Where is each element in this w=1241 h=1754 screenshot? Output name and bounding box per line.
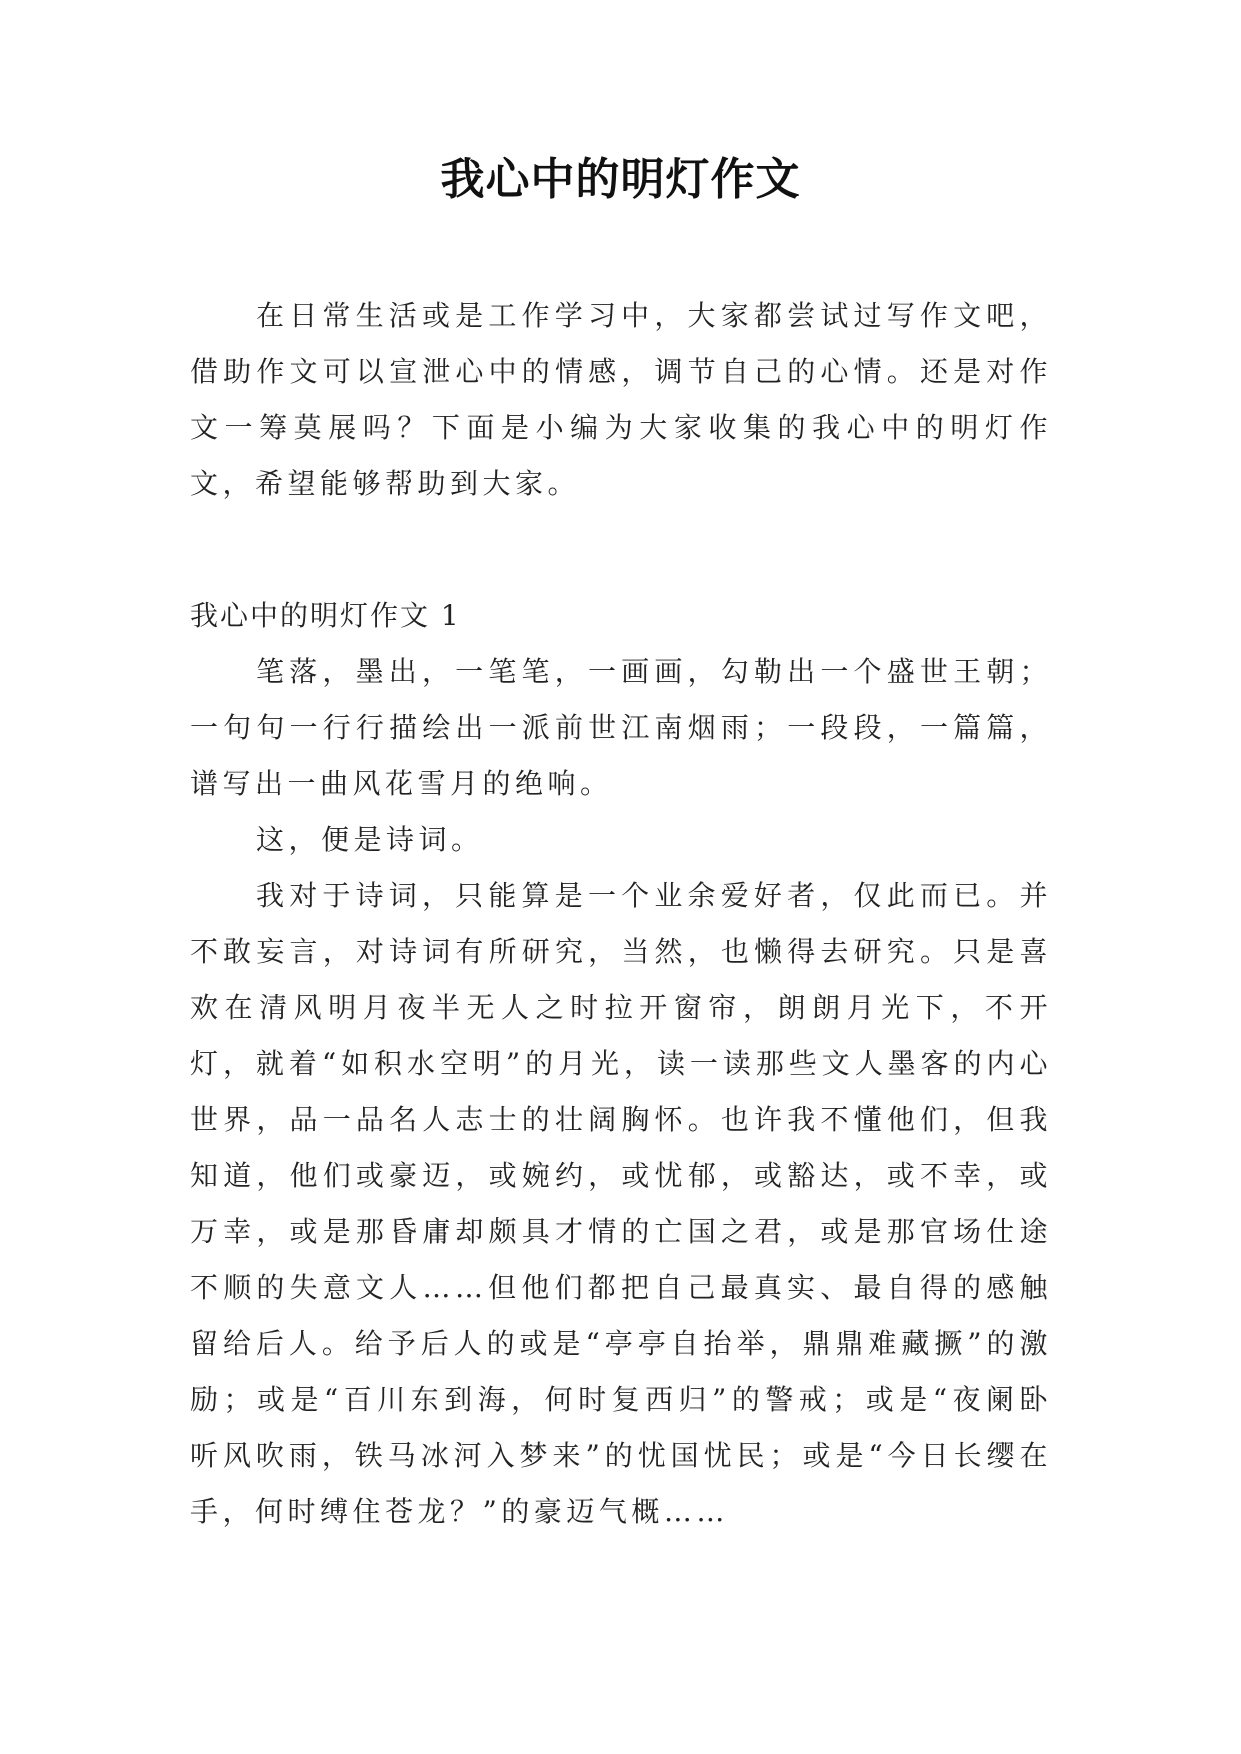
- essay-paragraph-3: 我对于诗词，只能算是一个业余爱好者，仅此而已。并不敢妄言，对诗词有所研究，当然，也懒得去研究。只是喜欢在清风明月夜半无人之时拉开窗帘，朗朗月光下，不开灯，就着“如积水空明”的月光，读一读那些文人墨客的内心世界，品一品名人志士的壮阔胸怀。也许我不懂他们，但我知道，他们或豪迈，或婉约，或忧郁，或豁达，或不幸，或万幸，或是那昏庸却颇具才情的亡国之君，或是那官场仕途不顺的失意文人……但他们都把自己最真实、最自得的感触留给后人。给予后人的或是“亭亭自抬举，鼎鼎难藏撅”的激励；或是“百川东到海，何时复西归”的警戒；或是“夜阑卧听风吹雨，铁马冰河入梦来”的忧国忧民；或是“今日长缨在手，何时缚住苍龙？”的豪迈气概……: [190, 879, 1052, 1528]
- essay-section: [190, 588, 1052, 1540]
- document-title: 我心中的明灯作文: [440, 154, 801, 205]
- intro-block: [190, 288, 1052, 512]
- essay-paragraph-1: 笔落，墨出，一笔笔，一画画，勾勒出一个盛世王朝；一句句一行行描绘出一派前世江南烟雨；一段段，一篇篇，谱写出一曲风花雪月的绝响。: [190, 655, 1052, 800]
- intro-paragraph: 在日常生活或是工作学习中，大家都尝试过写作文吧，借助作文可以宣泄心中的情感，调节自己的心情。还是对作文一筹莫展吗？下面是小编为大家收集的我心中的明灯作文，希望能够帮助到大家。: [190, 299, 1052, 500]
- essay-paragraph-2: 这，便是诗词。: [256, 823, 484, 856]
- section-heading: 我心中的明灯作文 1: [190, 599, 461, 632]
